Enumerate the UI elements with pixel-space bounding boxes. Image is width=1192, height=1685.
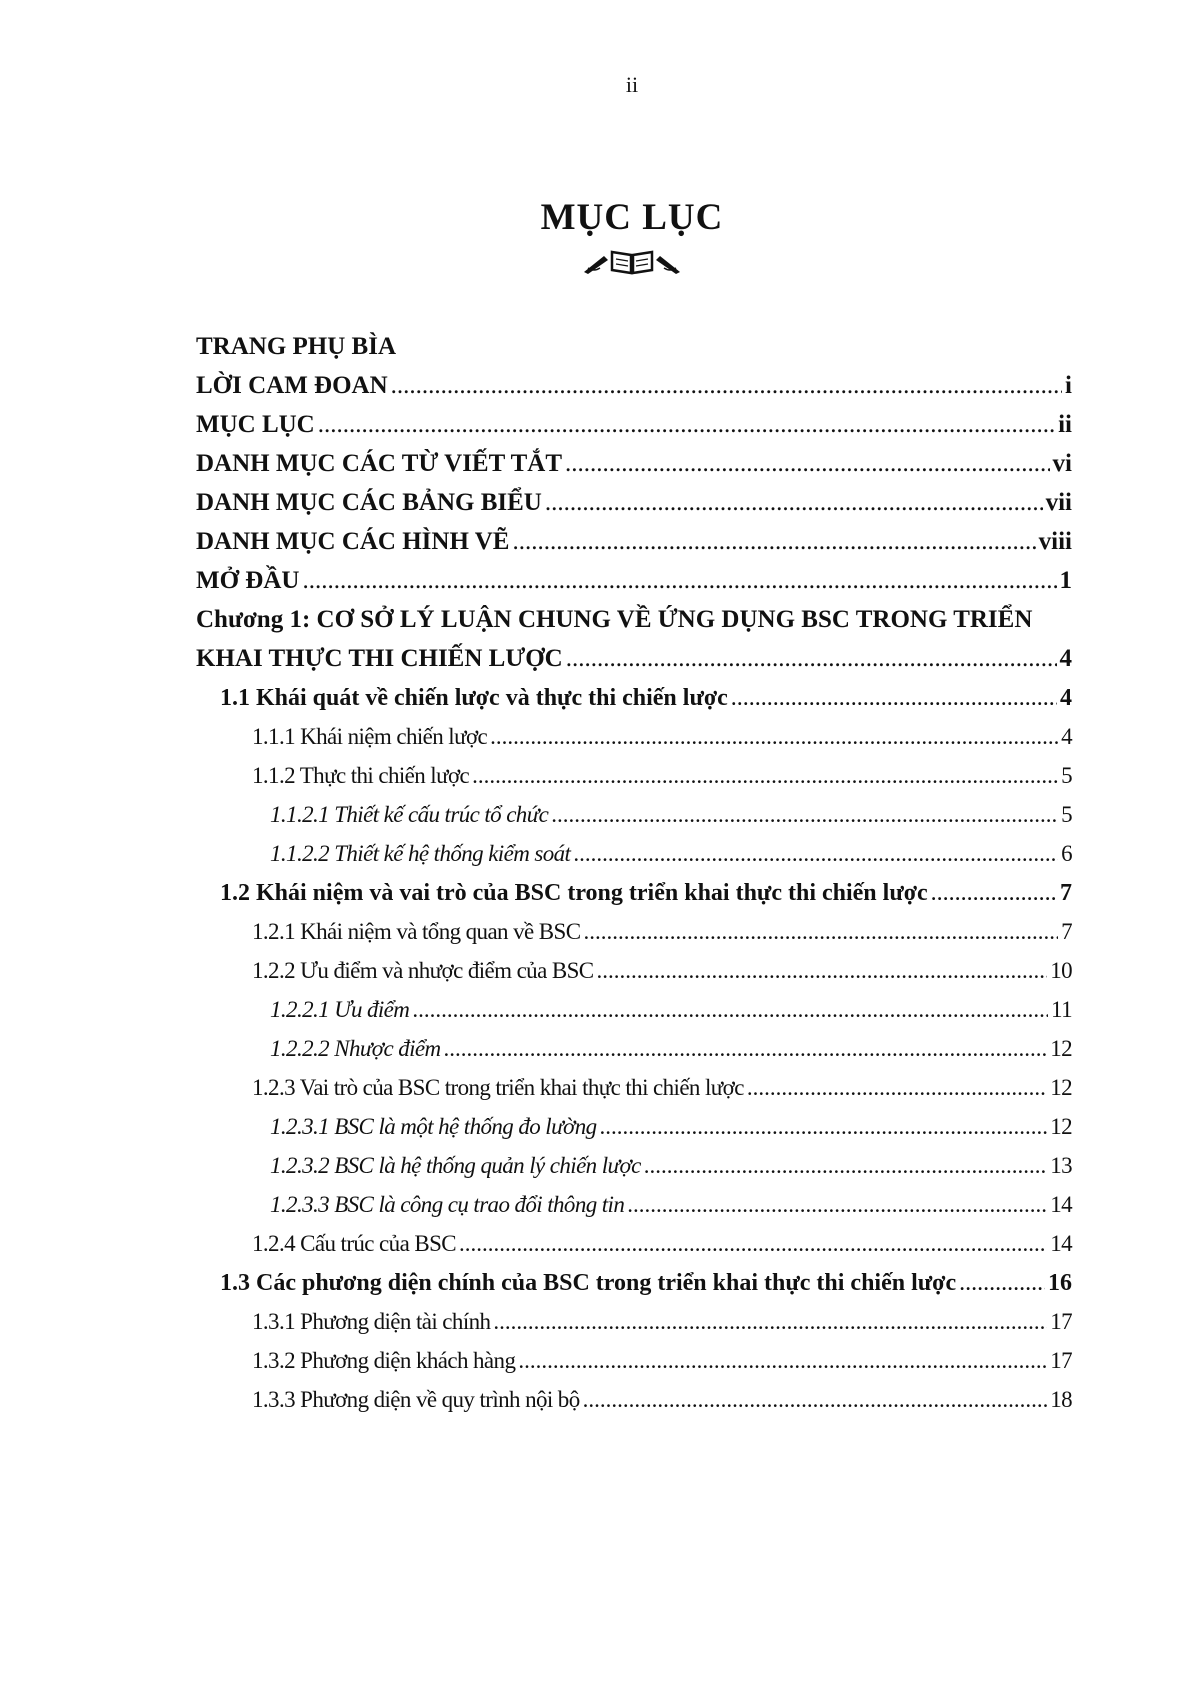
toc-entry-label: 1.2.4 Cấu trúc của BSC xyxy=(252,1231,456,1256)
toc-entry-label: 1.2.1 Khái niệm và tổng quan về BSC xyxy=(252,919,581,944)
dot-leader xyxy=(573,835,1058,873)
toc-entry-page: 17 xyxy=(1050,1348,1072,1373)
toc-entry-label: 1.1.2.1 Thiết kế cấu trúc tổ chức xyxy=(270,802,549,827)
toc-entry-label: 1.2.2.2 Nhược điểm xyxy=(270,1036,441,1061)
toc-chapter-1-title[interactable]: Chương 1: CƠ SỞ LÝ LUẬN CHUNG VỀ ỨNG DỤNG BSC TRONG TRIỂN xyxy=(196,606,1033,633)
toc-entry-page: 4 xyxy=(1060,685,1072,711)
toc-entry-label: 1.1 Khái quát về chiến lược và thực thi chiến lược xyxy=(220,685,728,711)
dot-leader xyxy=(565,445,1050,483)
toc-entry-page: 1 xyxy=(1059,567,1072,594)
dot-leader xyxy=(566,640,1057,678)
dot-leader xyxy=(597,952,1048,990)
toc-entry-page: 12 xyxy=(1050,1114,1072,1139)
toc-entry-page: 18 xyxy=(1050,1387,1072,1412)
dot-leader xyxy=(444,1030,1048,1068)
toc-entry-label: 1.2.3.2 BSC là hệ thống quản lý chiến lược xyxy=(270,1153,641,1178)
toc-entry-label: 1.2.3.3 BSC là công cụ trao đổi thông tin xyxy=(270,1192,625,1217)
toc-entry-page: 12 xyxy=(1050,1036,1072,1061)
dot-leader xyxy=(600,1108,1048,1146)
toc-entry-label: 1.2 Khái niệm và vai trò của BSC trong triển khai thực thi chiến lược xyxy=(220,880,928,906)
toc-entry-figures[interactable] xyxy=(196,523,1072,561)
toc-entry-page: 14 xyxy=(1050,1192,1072,1217)
dot-leader xyxy=(518,1342,1047,1380)
toc-entry-page: 4 xyxy=(1061,724,1072,749)
dot-leader xyxy=(302,562,1056,600)
dot-leader xyxy=(583,913,1058,951)
toc-entry-label: DANH MỤC CÁC BẢNG BIỂU xyxy=(196,489,542,516)
toc-section-1-1-1[interactable] xyxy=(252,718,1072,756)
dot-leader xyxy=(412,991,1048,1029)
toc-section-1-2[interactable] xyxy=(220,874,1072,912)
toc-entry-label: 1.2.3.1 BSC là một hệ thống đo lường xyxy=(270,1114,597,1139)
dot-leader xyxy=(318,406,1055,444)
toc-entry-label: DANH MỤC CÁC HÌNH VẼ xyxy=(196,528,510,555)
dot-leader xyxy=(931,874,1057,912)
toc-entry-page: 14 xyxy=(1050,1231,1072,1256)
toc-entry-loi-cam-doan[interactable] xyxy=(196,367,1072,405)
dot-leader xyxy=(747,1069,1047,1107)
toc-section-1-2-3-1[interactable] xyxy=(270,1108,1072,1146)
toc-entry-page: i xyxy=(1065,372,1072,399)
toc-entry-page: 13 xyxy=(1050,1153,1072,1178)
dot-leader xyxy=(545,484,1043,522)
dot-leader xyxy=(472,757,1058,795)
toc-cover-entry: TRANG PHỤ BÌA xyxy=(196,333,397,360)
toc-section-1-1-2-2[interactable] xyxy=(270,835,1072,873)
toc-entry-label: 1.1.2 Thực thi chiến lược xyxy=(252,763,470,788)
dot-leader xyxy=(583,1381,1048,1419)
toc-entry-label: 1.3.3 Phương diện về quy trình nội bộ xyxy=(252,1387,580,1412)
toc-title: MỤC LỤC xyxy=(540,197,724,238)
toc-entry-label: 1.3 Các phương diện chính của BSC trong triển khai thực thi chiến lược xyxy=(220,1270,957,1296)
toc-section-1-2-2[interactable] xyxy=(252,952,1072,990)
toc-section-1-2-3-2[interactable] xyxy=(270,1147,1072,1185)
toc-entry-label: 1.2.3 Vai trò của BSC trong triển khai thực thi chiến lược xyxy=(252,1075,744,1100)
page-number: ii xyxy=(625,72,639,97)
toc-entry-page: 7 xyxy=(1060,880,1072,906)
toc-entry-page: 5 xyxy=(1061,802,1072,827)
toc-entry-label: 1.3.1 Phương diện tài chính xyxy=(252,1309,491,1334)
toc-section-1-3[interactable] xyxy=(220,1264,1072,1302)
toc-entry-label: KHAI THỰC THI CHIẾN LƯỢC xyxy=(196,645,563,672)
dot-leader xyxy=(644,1147,1047,1185)
dot-leader xyxy=(551,796,1058,834)
toc-entry-label: 1.1.2.2 Thiết kế hệ thống kiểm soát xyxy=(270,841,571,866)
dot-leader xyxy=(512,523,1035,561)
toc-entry-label: MỤC LỤC xyxy=(196,411,315,438)
toc-section-1-2-4[interactable] xyxy=(252,1225,1072,1263)
dot-leader xyxy=(391,367,1062,405)
toc-section-1-3-2[interactable] xyxy=(252,1342,1072,1380)
toc-section-1-2-2-1[interactable] xyxy=(270,991,1072,1029)
toc-entry-page: vii xyxy=(1045,489,1072,516)
toc-entry-page: 17 xyxy=(1050,1309,1072,1334)
table-of-contents xyxy=(196,328,1072,1488)
toc-section-1-3-3[interactable] xyxy=(252,1381,1072,1419)
toc-entry-page: 11 xyxy=(1051,997,1072,1022)
toc-entry-label: 1.2.2 Ưu điểm và nhược điểm của BSC xyxy=(252,958,594,983)
dot-leader xyxy=(459,1225,1047,1263)
toc-entry-page: 10 xyxy=(1050,958,1072,983)
book-with-pens-icon xyxy=(582,246,682,276)
toc-entry-tables[interactable] xyxy=(196,484,1072,522)
toc-entry-page: 12 xyxy=(1050,1075,1072,1100)
toc-entry-page: ii xyxy=(1058,411,1072,438)
toc-chapter-1[interactable] xyxy=(196,640,1072,678)
toc-entry-label: 1.1.1 Khái niệm chiến lược xyxy=(252,724,488,749)
toc-entry-label: DANH MỤC CÁC TỪ VIẾT TẮT xyxy=(196,450,563,477)
dot-leader xyxy=(493,1303,1047,1341)
toc-entry-page: 7 xyxy=(1061,919,1072,944)
dot-leader xyxy=(627,1186,1047,1224)
toc-section-1-1[interactable] xyxy=(220,679,1072,717)
toc-entry-page: 4 xyxy=(1059,645,1072,672)
toc-entry-mo-dau[interactable] xyxy=(196,562,1072,600)
dot-leader xyxy=(490,718,1058,756)
toc-section-1-2-3[interactable] xyxy=(252,1069,1072,1107)
toc-entry-page: 6 xyxy=(1061,841,1072,866)
toc-entry-page: 16 xyxy=(1048,1270,1072,1296)
toc-entry-page: viii xyxy=(1038,528,1072,555)
toc-section-1-2-1[interactable] xyxy=(252,913,1072,951)
dot-leader xyxy=(731,679,1057,717)
toc-entry-label: LỜI CAM ĐOAN xyxy=(196,372,388,399)
toc-section-1-1-2-1[interactable] xyxy=(270,796,1072,834)
toc-entry-label: MỞ ĐẦU xyxy=(196,567,300,594)
toc-entry-label: 1.3.2 Phương diện khách hàng xyxy=(252,1348,516,1373)
toc-section-1-2-3-3[interactable] xyxy=(270,1186,1072,1224)
toc-entry-label: 1.2.2.1 Ưu điểm xyxy=(270,997,410,1022)
toc-section-1-2-2-2[interactable] xyxy=(270,1030,1072,1068)
toc-section-1-1-2[interactable] xyxy=(252,757,1072,795)
toc-entry-page: vi xyxy=(1052,450,1072,477)
dot-leader xyxy=(959,1264,1045,1302)
toc-section-1-3-1[interactable] xyxy=(252,1303,1072,1341)
toc-entry-muc-luc[interactable] xyxy=(196,406,1072,444)
toc-entry-page: 5 xyxy=(1061,763,1072,788)
toc-entry-abbreviations[interactable] xyxy=(196,445,1072,483)
